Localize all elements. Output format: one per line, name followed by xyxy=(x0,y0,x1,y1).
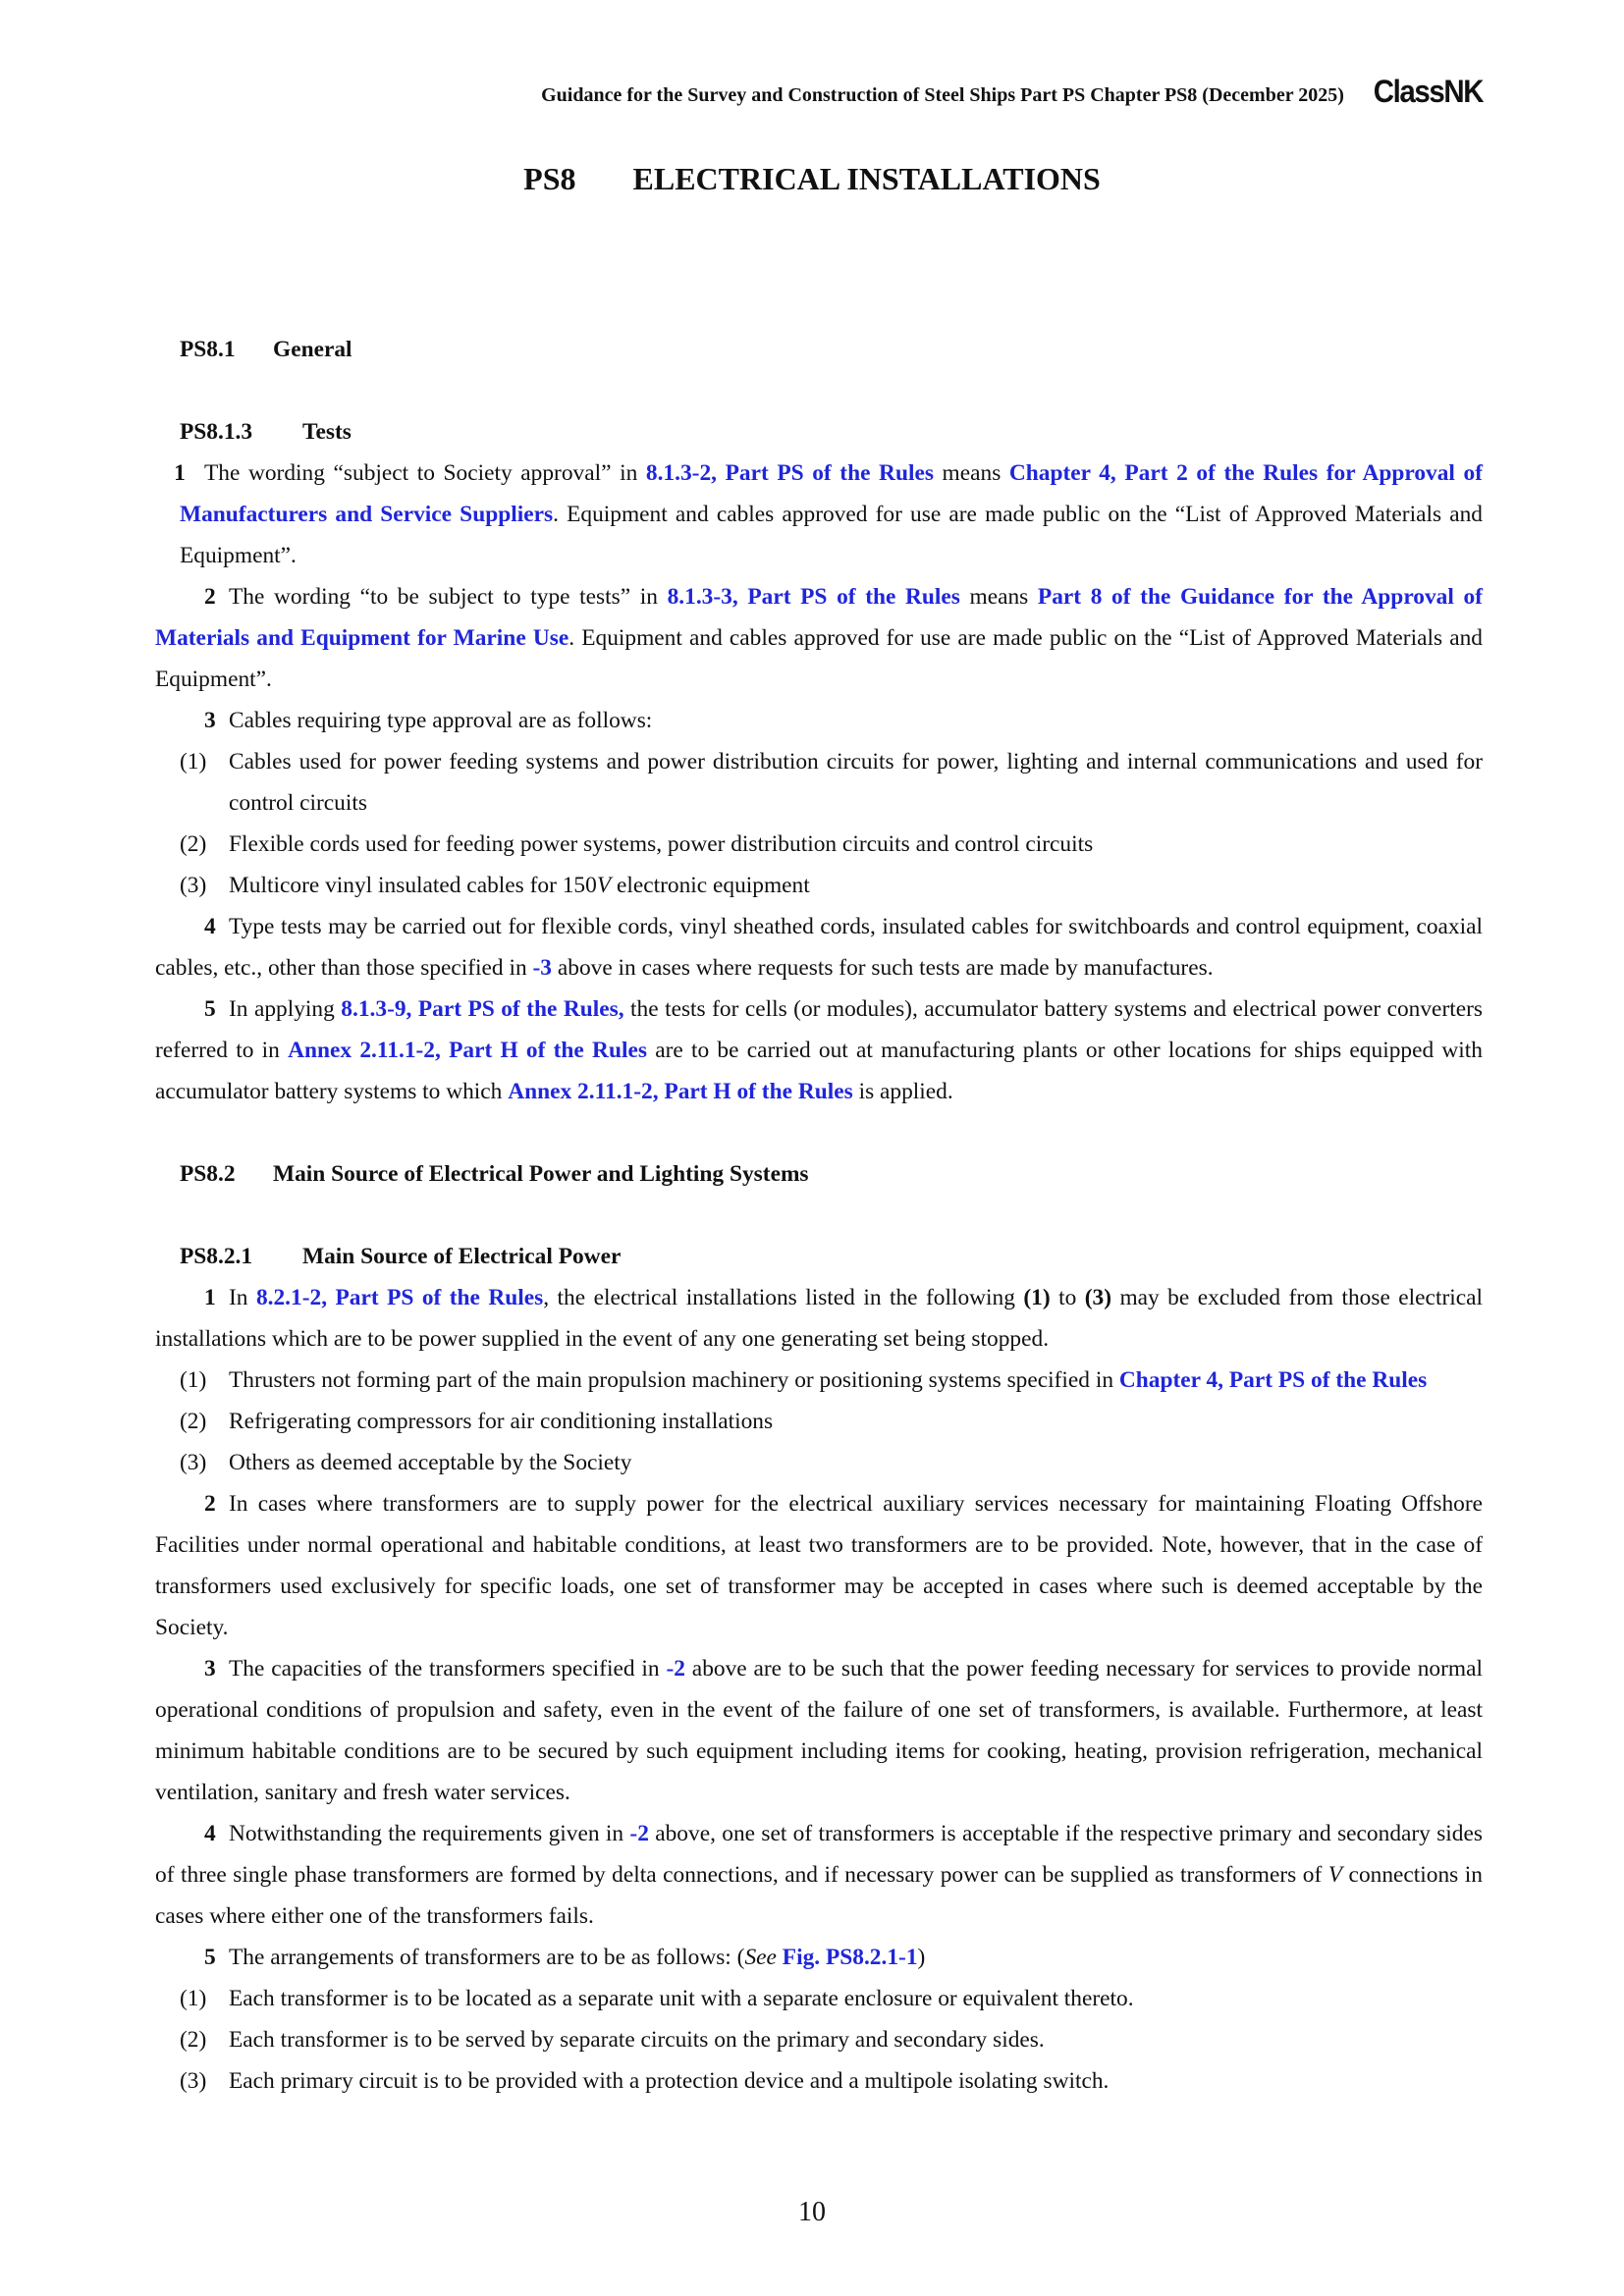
paragraph-4 xyxy=(155,1813,1483,1937)
list-item xyxy=(155,1978,1483,2019)
rule-link[interactable]: 8.1.3-3, Part PS of the Rules xyxy=(667,584,960,610)
chapter-name: ELECTRICAL INSTALLATIONS xyxy=(632,161,1101,196)
running-title: Guidance for the Survey and Construction of Steel Ships Part PS Chapter PS8 (December 2025) xyxy=(541,84,1344,106)
paragraph-number: 3 xyxy=(204,1656,216,1682)
section-number: PS8.2 xyxy=(180,1161,236,1187)
paragraph-number: 1 xyxy=(204,1285,216,1310)
paragraph-5 xyxy=(155,988,1483,1112)
paragraph-text: The wording “to be subject to type tests” in xyxy=(229,584,668,610)
paragraph-text: above in cases where requests for such tests are made by manufactures. xyxy=(552,955,1214,981)
paragraph-2 xyxy=(155,1483,1483,1648)
subsection-heading-ps8-2-1 xyxy=(180,1236,1483,1277)
list-item-text: Multicore vinyl insulated cables for 150 xyxy=(229,873,597,898)
chapter-link[interactable]: Chapter 4, Part PS of the Rules xyxy=(1118,1367,1428,1393)
paragraph-text: In cases where transformers are to supply power for the electrical auxiliary services necessary for maintaining Floating Offshore Facilities under normal operational and habitable conditions, at least two transformers are to be provided. Note, however, that in the case of transformers used exclusively for specific loads, one set of transformer may be accepted in cases where such is deemed acceptable by the Society. xyxy=(155,1491,1483,1640)
list-item xyxy=(155,1360,1483,1401)
paragraph-text: The wording “subject to Society approval” in xyxy=(204,460,646,486)
list-item-text: Each primary circuit is to be provided with a protection device and a multipole isolating switch. xyxy=(229,2068,1110,2094)
paragraph-text: may be excluded from those electrical installations which are to be power supplied in the event of any one generating set being stopped. xyxy=(155,1285,1483,1352)
list-item-number: (3) xyxy=(180,1450,207,1475)
unit-symbol: V xyxy=(596,873,612,898)
annex-link[interactable]: Annex 2.11.1-2, Part H of the Rules xyxy=(288,1038,647,1063)
see-reference: See xyxy=(744,1945,777,1970)
list-item-text: Flexible cords used for feeding power systems, power distribution circuits and control circuits xyxy=(229,831,1094,857)
list-item xyxy=(155,2060,1483,2102)
paragraph-text: are to be carried out at manufacturing plants or other locations for ships equipped with accumulator battery systems to which xyxy=(155,1038,1483,1104)
paragraph-3 xyxy=(155,700,1483,741)
paragraph-text: , the electrical installations listed in the following xyxy=(543,1285,1024,1310)
list-item xyxy=(155,824,1483,865)
classnk-logo: ClassNK xyxy=(1373,74,1483,109)
rule-link[interactable]: 8.1.3-9, Part PS of the Rules, xyxy=(341,996,624,1022)
section-title: Main Source of Electrical Power and Lighting Systems xyxy=(273,1161,809,1187)
list-item-number: (3) xyxy=(180,2068,207,2094)
spacer xyxy=(155,1112,1483,1153)
paragraph-4 xyxy=(155,906,1483,988)
list-item-number: (2) xyxy=(180,2027,207,2053)
document-body xyxy=(155,329,1483,2102)
subsection-heading-ps8-1-3 xyxy=(180,411,1483,453)
paragraph-text: Cables requiring type approval are as follows: xyxy=(229,708,653,733)
list-item-text: Each transformer is to be served by separate circuits on the primary and secondary sides. xyxy=(229,2027,1045,2053)
subsection-number: PS8.1.3 xyxy=(180,419,253,445)
paragraph-text: to xyxy=(1050,1285,1085,1310)
list-item-number: (1) xyxy=(180,1367,207,1393)
rule-link[interactable]: 8.1.3-2, Part PS of the Rules xyxy=(645,460,934,486)
paragraph-number: 2 xyxy=(204,1491,216,1517)
list-item xyxy=(155,741,1483,824)
paragraph-number: 2 xyxy=(204,584,216,610)
subsection-title: Tests xyxy=(302,419,352,445)
paragraph-text: connections in cases where either one of the transformers fails. xyxy=(155,1862,1483,1929)
chapter-number: PS8 xyxy=(523,161,576,196)
paragraph-2 xyxy=(155,576,1483,700)
paragraph-text: Notwithstanding the requirements given in xyxy=(229,1821,630,1846)
paragraph-text: . Equipment and cables approved for use are made public on the “List of Approved Materials and Equipment”. xyxy=(180,502,1483,568)
list-item xyxy=(155,1442,1483,1483)
guidance-link[interactable]: Part 8 of the Guidance for the Approval of Materials and Equipment for Marine Use xyxy=(155,584,1483,651)
list-item-text: Each transformer is to be located as a separate unit with a separate enclosure or equivalent thereto. xyxy=(229,1986,1134,2011)
list-item-number: (2) xyxy=(180,1409,207,1434)
running-header xyxy=(461,74,1483,109)
section-number: PS8.1 xyxy=(180,337,236,362)
paragraph-number: 1 xyxy=(174,460,186,486)
list-item-text: Cables used for power feeding systems and power distribution circuits for power, lighting and internal communications and used for control circuits xyxy=(229,749,1483,816)
paragraph-text: is applied. xyxy=(852,1079,953,1104)
paragraph-text: ) xyxy=(917,1945,926,1970)
paragraph-text: . Equipment and cables approved for use are made public on the “List of Approved Materials and Equipment”. xyxy=(155,625,1483,692)
paragraph-1 xyxy=(155,453,1483,576)
paragraph-text: means xyxy=(959,584,1038,610)
figure-link[interactable]: Fig. PS8.2.1-1 xyxy=(782,1945,918,1970)
paragraph-5 xyxy=(155,1937,1483,1978)
rule-link[interactable]: 8.2.1-2, Part PS of the Rules xyxy=(255,1285,544,1310)
paragraph-number: 5 xyxy=(204,1945,216,1970)
paragraph-text: means xyxy=(933,460,1009,486)
paragraph-number: 5 xyxy=(204,996,216,1022)
subsection-title: Main Source of Electrical Power xyxy=(302,1244,622,1269)
list-item-text: Thrusters not forming part of the main propulsion machinery or positioning systems specified in xyxy=(229,1367,1119,1393)
paragraph-number: 4 xyxy=(204,1821,216,1846)
unit-symbol: V xyxy=(1327,1862,1343,1888)
paragraph-3 xyxy=(155,1648,1483,1813)
cross-reference-link[interactable]: -2 xyxy=(629,1821,649,1846)
paragraph-text: Type tests may be carried out for flexible cords, vinyl sheathed cords, insulated cables for switchboards and control equipment, coaxial cables, etc., other than those specified in xyxy=(155,914,1483,981)
item-reference: (3) xyxy=(1084,1285,1112,1310)
paragraph-text: above, one set of transformers is acceptable if the respective primary and secondary sides of three single phase transformers are formed by delta connections, and if necessary power can be supplied as transformers of xyxy=(155,1821,1483,1888)
paragraph-text: In applying xyxy=(229,996,342,1022)
list-item xyxy=(155,2019,1483,2060)
section-heading-ps8-2 xyxy=(180,1153,1483,1195)
paragraph-number: 3 xyxy=(204,708,216,733)
list-item-text: Refrigerating compressors for air conditioning installations xyxy=(229,1409,774,1434)
section-title: General xyxy=(273,337,352,362)
subsection-number: PS8.2.1 xyxy=(180,1244,253,1269)
list-item-text: electronic equipment xyxy=(611,873,810,898)
list-item xyxy=(155,865,1483,906)
cross-reference-link[interactable]: -3 xyxy=(532,955,553,981)
paragraph-1 xyxy=(155,1277,1483,1360)
paragraph-number: 4 xyxy=(204,914,216,939)
list-item-number: (2) xyxy=(180,831,207,857)
chapter-title xyxy=(0,159,1624,198)
list-item xyxy=(155,1401,1483,1442)
item-reference: (1) xyxy=(1023,1285,1051,1310)
list-item-number: (1) xyxy=(180,1986,207,2011)
section-heading-ps8-1 xyxy=(180,329,1483,370)
paragraph-text: The arrangements of transformers are to be as follows: ( xyxy=(229,1945,745,1970)
list-item-text: Others as deemed acceptable by the Society xyxy=(229,1450,632,1475)
paragraph-text: the tests for cells (or modules), accumulator battery systems and electrical power converters referred to in xyxy=(155,996,1484,1063)
paragraph-text: In xyxy=(229,1285,256,1310)
paragraph-text: above are to be such that the power feeding necessary for services to provide normal operational conditions of propulsion and safety, even in the event of the failure of one set of transformers, is available. Furthermore, at least minimum habitable conditions are to be secured by such equipment including items for cooking, heating, provision refrigeration, mechanical ventilation, sanitary and fresh water services. xyxy=(155,1656,1483,1805)
cross-reference-link[interactable]: -2 xyxy=(666,1656,685,1682)
annex-link[interactable]: Annex 2.11.1-2, Part H of the Rules xyxy=(508,1079,853,1104)
page-number: 10 xyxy=(798,2197,826,2227)
list-item-number: (3) xyxy=(180,873,207,898)
paragraph-text: The capacities of the transformers specified in xyxy=(229,1656,667,1682)
list-item-number: (1) xyxy=(180,749,207,774)
rule-link[interactable]: Chapter 4, Part 2 of the Rules for Approval of Manufacturers and Service Suppliers xyxy=(180,460,1483,527)
